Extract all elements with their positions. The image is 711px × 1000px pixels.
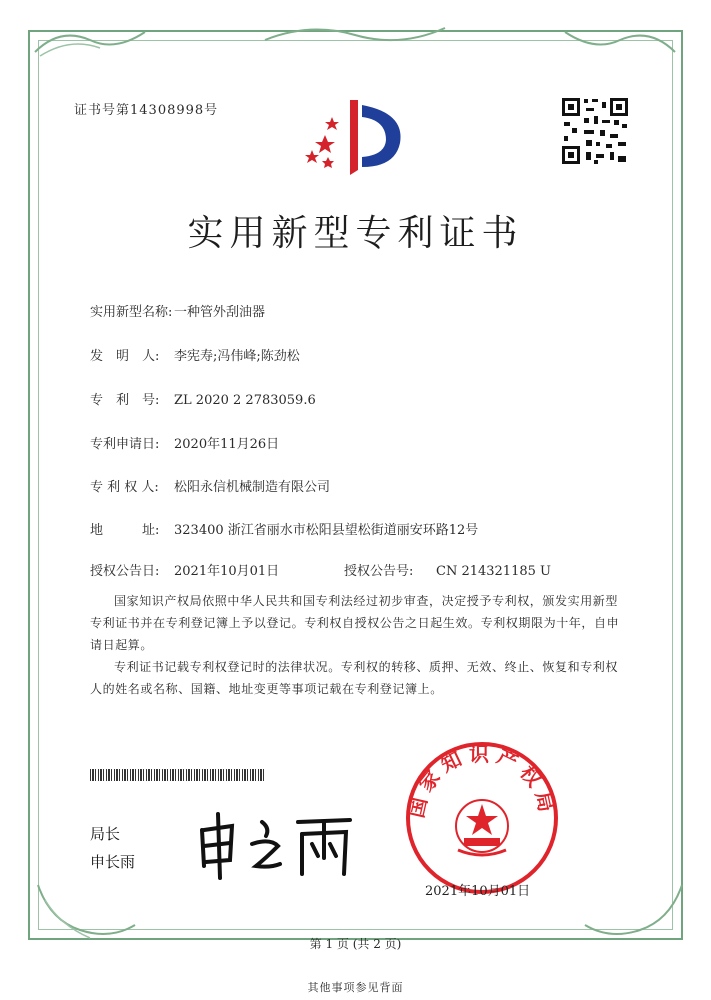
- field-value: 一种管外刮油器: [174, 305, 266, 320]
- director-name: 申长雨: [90, 853, 136, 871]
- grant-number-label: 授权公告号:: [344, 564, 414, 579]
- field-application-date: [90, 433, 279, 452]
- field-value: 323400 浙江省丽水市松阳县望松街道丽安环路12号: [174, 523, 479, 538]
- corner-ornament-top-left: [30, 22, 150, 62]
- field-value: ZL 2020 2 2783059.6: [174, 393, 316, 408]
- field-patentee: [90, 476, 330, 495]
- field-label: 专利申请日:: [90, 437, 160, 452]
- page-number: 第 1 页 (共 2 页): [309, 937, 402, 951]
- grant-date-label: 授权公告日:: [90, 564, 160, 579]
- grant-number-value: CN 214321185 U: [436, 564, 551, 579]
- field-label: 地 址:: [90, 523, 160, 538]
- field-label: 专 利 权 人:: [90, 480, 159, 495]
- corner-ornament-top-right: [560, 22, 680, 62]
- field-value: 李宪寿;冯伟峰;陈劲松: [174, 349, 300, 364]
- field-utility-model-name: [90, 301, 265, 320]
- stamp-date: 2021年10月01日: [425, 884, 531, 899]
- grant-date-value: 2021年10月01日: [174, 564, 280, 579]
- paragraph-grant-statement: 国家知识产权局依照中华人民共和国专利法经过初步审查，决定授予专利权，颁发实用新型专利证书并在专利登记簿上予以登记。专利权自授权公告之日起生效。专利权期限为十年，自申请日起算。: [90, 594, 620, 652]
- top-center-ornament: [260, 20, 450, 50]
- official-seal-icon: [402, 738, 562, 898]
- field-value: 2020年11月26日: [174, 437, 280, 452]
- field-address: [90, 519, 478, 538]
- cnipa-logo-icon: [300, 95, 410, 180]
- certificate-title: 实用新型专利证书: [187, 213, 524, 254]
- field-inventors: [90, 345, 300, 364]
- field-label: 发 明 人:: [90, 349, 160, 364]
- director-title: 局长: [90, 825, 121, 843]
- paragraph-legal-status: 专利证书记载专利权登记时的法律状况。专利权的转移、质押、无效、终止、恢复和专利权人的姓名或名称、国籍、地址变更等事项记载在专利登记簿上。: [90, 660, 619, 696]
- seal-text: 国家知识产权局: [404, 741, 560, 820]
- field-label: 专 利 号:: [90, 393, 160, 408]
- back-note: 其他事项参见背面: [307, 981, 404, 994]
- field-grant: [90, 560, 551, 579]
- qr-code-icon: [560, 96, 630, 166]
- barcode: [90, 769, 266, 781]
- director-signature-icon: [190, 808, 365, 883]
- certificate-number: 证书号第14308998号: [74, 103, 219, 118]
- field-patent-number: [90, 389, 316, 408]
- field-label: 实用新型名称:: [90, 305, 173, 320]
- field-value: 松阳永信机械制造有限公司: [174, 480, 331, 495]
